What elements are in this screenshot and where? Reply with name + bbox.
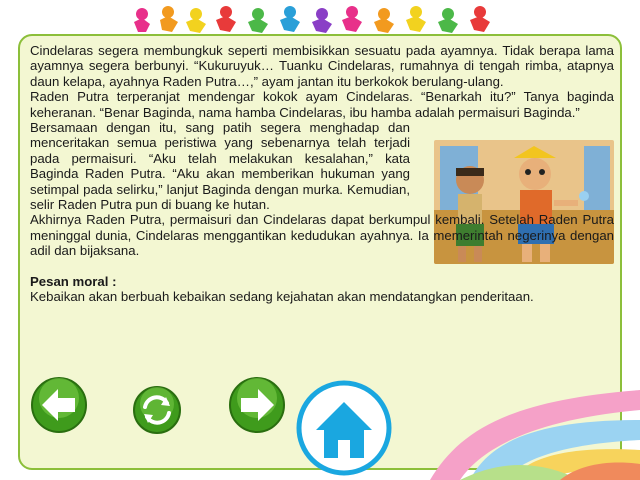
story-text	[30, 43, 614, 305]
story-paragraph: Akhirnya Raden Putra, permaisuri dan Cindelaras dapat berkumpul kembali. Setelah Raden Putra meninggal dunia, Cindelaras menggantikan kedudukan ayahnya. Ia memerintah negerinya dengan adil dan bijaksana.	[30, 212, 614, 259]
dancing-kids-decoration	[134, 6, 490, 33]
next-button[interactable]	[228, 376, 286, 434]
home-button[interactable]	[296, 380, 392, 476]
back-button[interactable]	[30, 376, 88, 434]
reload-button[interactable]	[132, 385, 182, 435]
story-paragraph: Cindelaras segera membungkuk seperti membisikkan sesuatu pada ayamnya. Tidak berapa lama ayamnya segera berbunyi. “Kukuruyuk… Tuanku Cindelaras, rumahnya di tengah rimba, atapnya daun kelapa, ayahnya Raden Putra…,” ayam jantan itu berkokok berulang-ulang.	[30, 43, 614, 89]
moral-title: Pesan moral :	[30, 273, 117, 289]
kids-banner	[0, 0, 640, 36]
story-paragraph: Raden Putra terperanjat mendengar kokok ayam Cindelaras. “Benarkah itu?” Tanya baginda keheranan. “Benar Baginda, nama hamba Cindelaras, ibu hamba adalah permaisuri Baginda.”	[30, 89, 614, 120]
story-paragraph: Bersamaan dengan itu, sang patih segera menghadap dan menceritakan semua peristiwa yang sebenarnya telah terjadi pada permaisuri. “Aku telah melakukan kesalahan,” kata Baginda Raden Putra. “Aku akan memberikan hukuman yang setimpal pada selirku,” lanjut Baginda dengan murka. Kemudian, selir Raden Putra pun di buang ke hutan.	[30, 120, 410, 213]
moral-text: Kebaikan akan berbuah kebaikan sedang kejahatan akan mendatangkan penderitaan.	[30, 289, 534, 305]
